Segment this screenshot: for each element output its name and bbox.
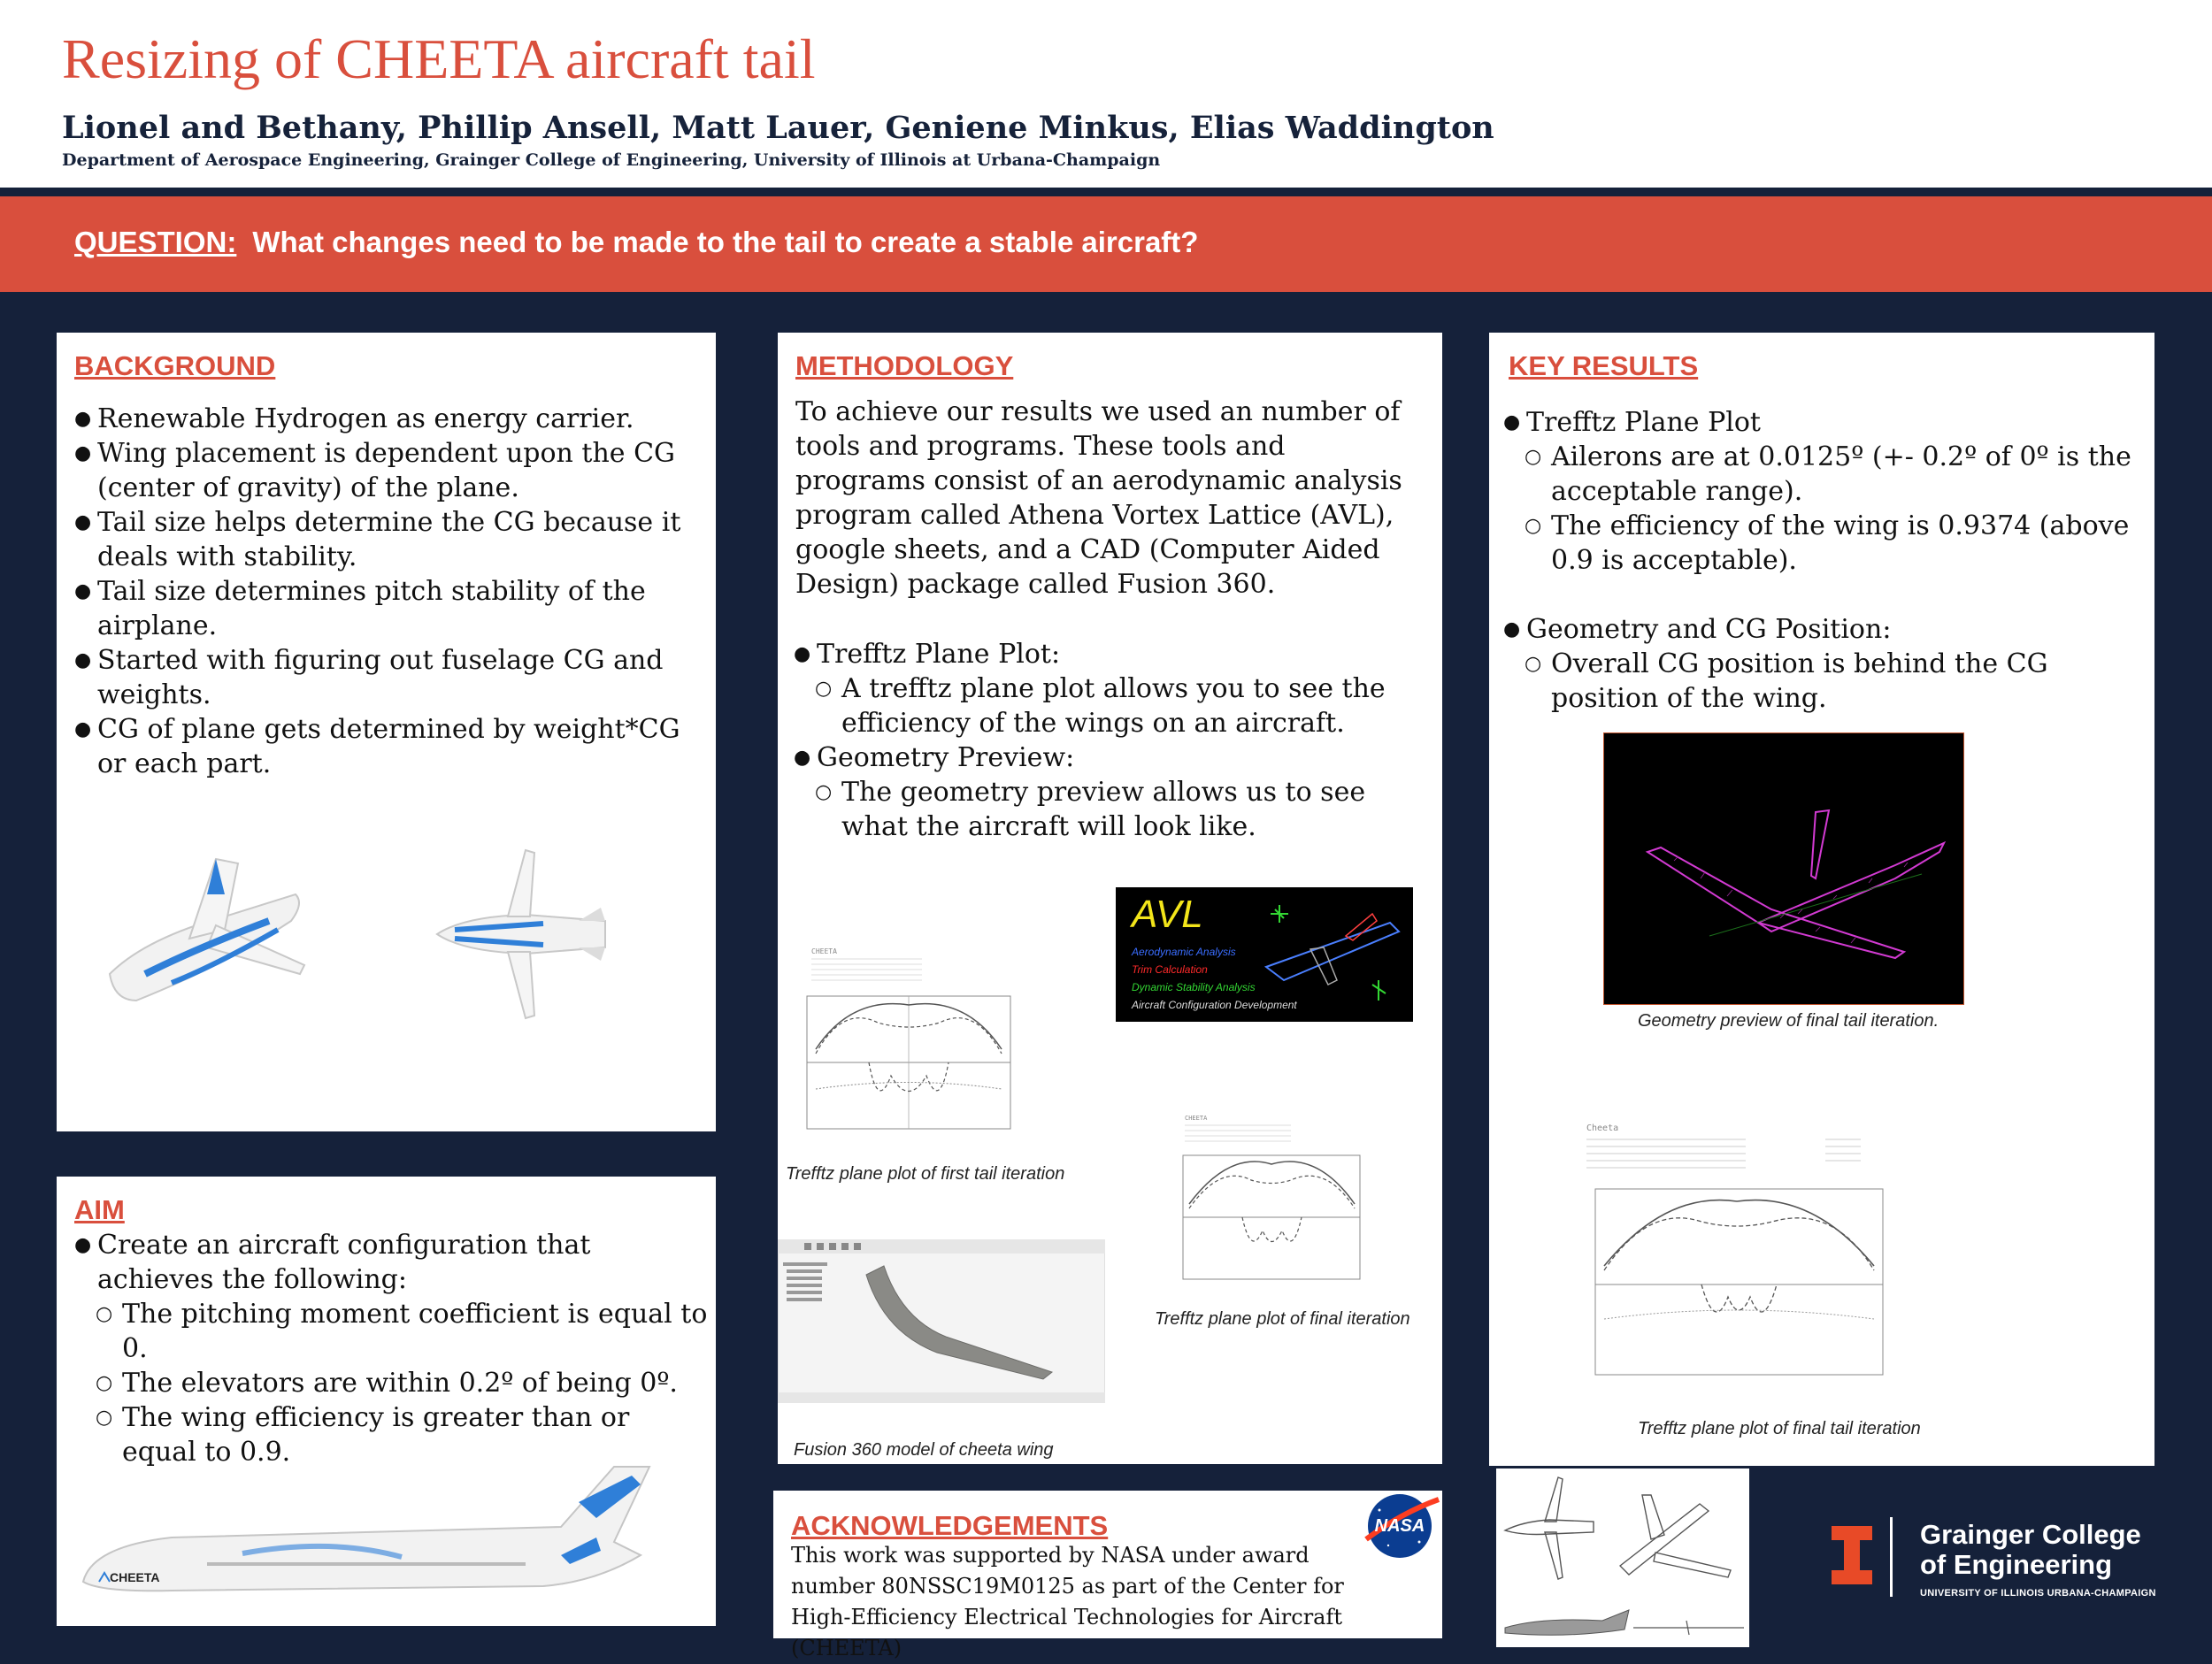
list-item: ○ A trefftz plane plot allows you to see the efficiency of the wings on an aircraft. xyxy=(794,671,1431,740)
list-item: ○ Overall CG position is behind the CG position of the wing. xyxy=(1503,647,2149,716)
plot-header: CHEETA xyxy=(1185,1115,1208,1122)
fusion-360-screenshot xyxy=(778,1239,1105,1403)
list-item: ○ The geometry preview allows us to see what the aircraft will look like. xyxy=(794,775,1431,844)
list-item: ● CG of plane gets determined by weight*CG or each part. xyxy=(74,712,698,781)
header-divider xyxy=(0,188,2212,195)
aim-list xyxy=(74,1228,711,1469)
trefftz-first-caption: Trefftz plane plot of first tail iteration xyxy=(786,1164,1065,1184)
avl-line-aero: Aerodynamic Analysis xyxy=(1132,946,1236,958)
fuselage-label: CHEETA xyxy=(110,1570,160,1584)
logo-divider xyxy=(1890,1517,1893,1597)
avl-line-stability: Dynamic Stability Analysis xyxy=(1132,981,1256,993)
list-item: ○ The pitching moment coefficient is equal to 0. xyxy=(74,1297,711,1366)
key-results-list xyxy=(1503,405,2149,716)
acknowledgements-panel xyxy=(773,1491,1442,1660)
list-item: ● Tail size determines pitch stability of the airplane. xyxy=(74,574,698,643)
trefftz-plot-final-tail-iteration xyxy=(1569,1120,1940,1385)
grainger-logo xyxy=(1832,1517,2168,1614)
avl-aircraft-wireframe-icon xyxy=(1257,896,1408,1016)
geometry-preview-image xyxy=(1603,732,1964,1005)
avl-logo-title: AVL xyxy=(1132,893,1203,936)
poster-title: Resizing of CHEETA aircraft tail xyxy=(62,27,816,90)
methodology-title: METHODOLOGY xyxy=(795,350,1014,381)
list-item: ○ The elevators are within 0.2º of being 0º. xyxy=(74,1366,711,1400)
blended-wing-aircraft-render-2 xyxy=(428,846,623,1027)
trefftz-final-caption: Trefftz plane plot of final iteration xyxy=(1155,1309,1410,1329)
background-title: BACKGROUND xyxy=(74,350,276,381)
nasa-logo xyxy=(1357,1491,1442,1561)
geometry-preview-caption: Geometry preview of final tail iteration. xyxy=(1638,1011,1939,1031)
list-item: ● Started with figuring out fuselage CG and weights. xyxy=(74,643,698,712)
college-name-line2: of Engineering xyxy=(1920,1549,2112,1580)
trefftz-plot-first-iteration xyxy=(780,943,1064,1133)
college-name-line1: Grainger College xyxy=(1920,1519,2141,1550)
avl-logo xyxy=(1116,887,1413,1022)
list-item: ○ Ailerons are at 0.0125º (+- 0.2º of 0º is the acceptable range). xyxy=(1503,440,2149,509)
list-item: ● Trefftz Plane Plot xyxy=(1503,405,2149,440)
avl-line-config: Aircraft Configuration Development xyxy=(1132,999,1297,1011)
poster-header xyxy=(0,0,2212,188)
university-name: UNIVERSITY OF ILLINOIS URBANA-CHAMPAIGN xyxy=(1920,1588,2156,1599)
list-item: ● Renewable Hydrogen as energy carrier. xyxy=(74,402,698,436)
question-label: QUESTION: xyxy=(74,226,237,258)
list-item: ● Geometry and CG Position: xyxy=(1503,612,2149,647)
plot-header: CHEETA xyxy=(811,947,837,955)
three-view-drawing xyxy=(1496,1468,1749,1647)
background-panel xyxy=(57,333,716,1131)
key-results-panel xyxy=(1489,333,2154,1466)
list-item: ● Geometry Preview: xyxy=(794,740,1431,775)
avl-line-trim: Trim Calculation xyxy=(1132,963,1208,976)
key-results-title: KEY RESULTS xyxy=(1509,350,1699,381)
author-list: Lionel and Bethany, Phillip Ansell, Matt Lauer, Geniene Minkus, Elias Waddington xyxy=(62,110,1494,146)
nasa-logo-text: NASA xyxy=(1374,1516,1425,1536)
question-text xyxy=(74,226,1198,259)
trefftz-final-tail-caption: Trefftz plane plot of final tail iteration xyxy=(1638,1419,1921,1438)
trefftz-plot-final-iteration xyxy=(1167,1111,1406,1284)
list-item: ● Tail size helps determine the CG because it deals with stability. xyxy=(74,505,698,574)
list-item: ● Create an aircraft configuration that achieves the following: xyxy=(74,1228,711,1297)
aim-panel xyxy=(57,1177,716,1626)
methodology-panel xyxy=(778,333,1442,1464)
list-item: ● Wing placement is dependent upon the CG (center of gravity) of the plane. xyxy=(74,436,698,505)
question-body: What changes need to be made to the tail to create a stable aircraft? xyxy=(252,226,1199,258)
department-line: Department of Aerospace Engineering, Grainger College of Engineering, University of Illinois at Urbana-Champaign xyxy=(62,150,1161,170)
fusion-caption: Fusion 360 model of cheeta wing xyxy=(794,1440,1054,1460)
cheeta-aircraft-side-view xyxy=(65,1449,703,1617)
list-item: ○ The efficiency of the wing is 0.9374 (above 0.9 is acceptable). xyxy=(1503,509,2149,578)
aim-title: AIM xyxy=(74,1194,125,1225)
acknowledgements-text: This work was supported by NASA under award number 80NSSC19M0125 as part of the Center for High-Efficiency Electrical Technologies for Aircraft (CHEETA) xyxy=(791,1543,1344,1660)
methodology-list xyxy=(794,637,1431,844)
plot-header: Cheeta xyxy=(1586,1123,1619,1133)
blended-wing-aircraft-render-1 xyxy=(92,841,357,1023)
background-list xyxy=(74,402,698,781)
three-view-drawing-panel xyxy=(1496,1468,1749,1647)
list-item: ● Trefftz Plane Plot: xyxy=(794,637,1431,671)
list-item: ○ The wing efficiency is greater than or equal to 0.9. xyxy=(74,1400,711,1469)
illinois-block-i-icon xyxy=(1832,1526,1872,1584)
methodology-intro: To achieve our results we used an number of tools and programs. These tools and programs consist of an aerodynamic analysis program called Athena Vortex Lattice (AVL), google sheets, and a CAD (Computer Aided Design) package called Fusion 360. xyxy=(795,396,1402,600)
acknowledgements-title: ACKNOWLEDGEMENTS xyxy=(791,1510,1109,1541)
